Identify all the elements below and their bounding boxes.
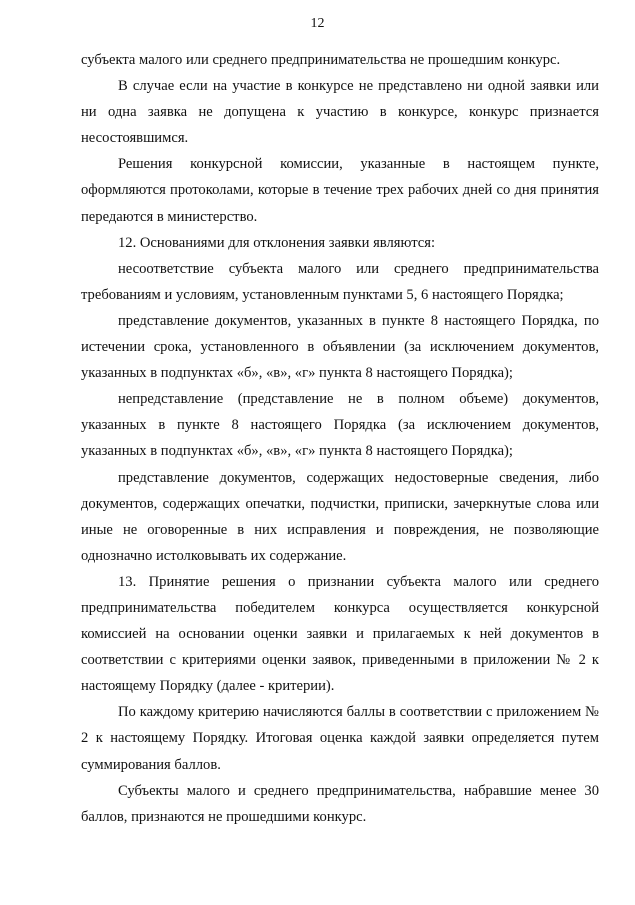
list-item: представление документов, содержащих недостоверные сведения, либо документов, содержащих опечатки, подчистки, приписки, зачеркнутые слова или иные не оговоренные в них исправления и повреждения, не позволяющие однозначно истолковывать их содержание. (81, 469, 599, 564)
section-heading-12: 12. Основаниями для отклонения заявки являются: (118, 234, 436, 251)
paragraph: субъекта малого или среднего предпринимательства не прошедшим конкурс. (81, 52, 561, 68)
list-item: представление документов, указанных в пункте 8 настоящего Порядка, по истечении срока, установленного в объявлении (за исключением документов, указанных в подпунктах «б», «в», «г» пункта 8 настоящего Порядка); (81, 312, 599, 382)
list-item: несоответствие субъекта малого или среднего предпринимательства требованиям и условиям, установленным пунктами 5, 6 настоящего Порядка; (81, 260, 599, 303)
paragraph: Решения конкурсной комиссии, указанные в настоящем пункте, оформляются протоколами, которые в течение трех рабочих дней со дня принятия передаются в министерство. (81, 156, 599, 225)
page-number: 12 (310, 16, 325, 31)
paragraph: Субъекты малого и среднего предпринимательства, набравшие менее 30 баллов, признаются не прошедшими конкурс. (81, 782, 599, 825)
paragraph: В случае если на участие в конкурсе не представлено ни одной заявки или ни одна заявка не допущена к участию в конкурсе, конкурс признается несостоявшимся. (81, 78, 599, 147)
section-paragraph-13: 13. Принятие решения о признании субъекта малого или среднего предпринимательства победителем конкурса осуществляется конкурсной комиссией на основании оценки заявки и прилагаемых к ней документов в соответствии с критериями оценки заявок, приведенными в приложении № 2 к настоящему Порядку (далее - критерии). (81, 573, 599, 695)
list-item: непредставление (представление не в полном объеме) документов, указанных в пункте 8 настоящего Порядка (за исключением документов, указанных в подпунктах «б», «в», «г» пункта 8 настоящего Порядка); (81, 391, 599, 460)
paragraph: По каждому критерию начисляются баллы в соответствии с приложением № 2 к настоящему Порядку. Итоговая оценка каждой заявки определяется путем суммирования баллов. (81, 704, 599, 773)
document-body (81, 47, 599, 830)
